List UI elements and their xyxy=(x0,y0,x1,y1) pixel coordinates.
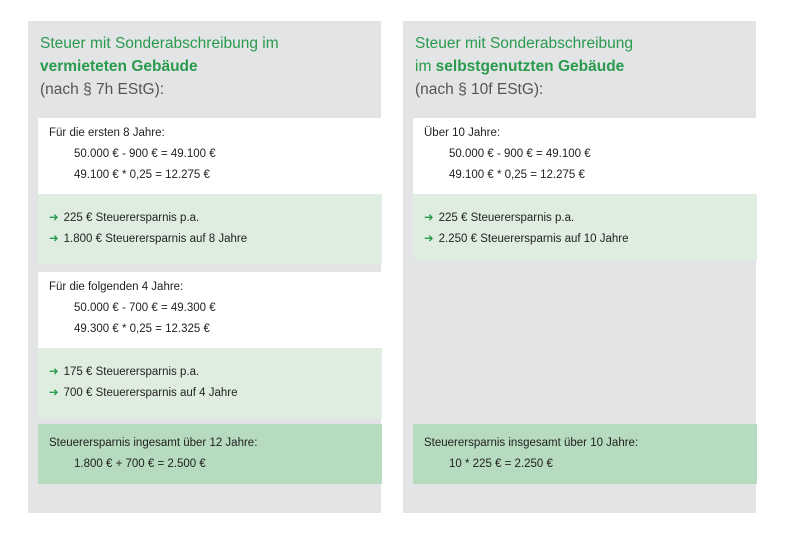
result-block-following-years xyxy=(38,348,382,418)
result-text: 1.800 € Steuerersparnis auf 8 Jahre xyxy=(63,233,248,245)
result-block-first-years xyxy=(38,194,382,264)
heading-line-1: Steuer mit Sonderabschreibung xyxy=(415,35,633,52)
calc-block-first-years xyxy=(38,118,382,194)
arrow-right-icon: ➜ xyxy=(49,233,59,245)
result-line xyxy=(424,208,757,229)
panel-heading xyxy=(415,32,745,101)
result-text: 225 € Steuerersparnis p.a. xyxy=(63,212,200,224)
block-title: Über 10 Jahre: xyxy=(424,127,501,139)
result-line xyxy=(49,208,382,229)
total-block xyxy=(38,424,382,484)
heading-line-2: vermieteten Gebäude xyxy=(40,58,198,75)
heading-line-3: (nach § 10f EStG): xyxy=(415,81,544,98)
total-calc: 1.800 € + 700 € = 2.500 € xyxy=(74,458,206,470)
result-line xyxy=(49,383,382,404)
arrow-right-icon: ➜ xyxy=(424,212,434,224)
result-line xyxy=(49,229,382,250)
total-title: Steuerersparnis insgesamt über 10 Jahre: xyxy=(424,437,639,449)
heading-line-1: Steuer mit Sonderabschreibung im xyxy=(40,35,279,52)
block-title: Für die ersten 8 Jahre: xyxy=(49,127,165,139)
heading-line-3: (nach § 7h EStG): xyxy=(40,81,165,98)
panel-heading xyxy=(40,32,370,101)
heading-line-2 xyxy=(415,55,745,78)
heading-line-2-bold: selbstgenutzten Gebäude xyxy=(435,58,625,75)
result-block-ten-years xyxy=(413,194,757,260)
panel-owner-occupied-building xyxy=(403,21,756,513)
result-text: 700 € Steuerersparnis auf 4 Jahre xyxy=(63,387,238,399)
panel-rented-building xyxy=(28,21,381,513)
result-line xyxy=(424,229,757,250)
arrow-right-icon: ➜ xyxy=(424,233,434,245)
arrow-right-icon: ➜ xyxy=(49,366,59,378)
result-text: 2.250 € Steuerersparnis auf 10 Jahre xyxy=(438,233,629,245)
heading-line-2-prefix: im xyxy=(415,58,436,75)
total-calc: 10 * 225 € = 2.250 € xyxy=(449,458,553,470)
calc-line: 49.100 € * 0,25 = 12.275 € xyxy=(449,169,585,181)
arrow-right-icon: ➜ xyxy=(49,387,59,399)
arrow-right-icon: ➜ xyxy=(49,212,59,224)
calc-block-following-years xyxy=(38,272,382,348)
calc-line: 49.300 € * 0,25 = 12.325 € xyxy=(74,323,210,335)
block-title: Für die folgenden 4 Jahre: xyxy=(49,281,184,293)
total-title: Steuerersparnis ingesamt über 12 Jahre: xyxy=(49,437,258,449)
calc-line: 50.000 € - 900 € = 49.100 € xyxy=(449,148,591,160)
result-line xyxy=(49,362,382,383)
calc-line: 49.100 € * 0,25 = 12.275 € xyxy=(74,169,210,181)
result-text: 175 € Steuerersparnis p.a. xyxy=(63,366,200,378)
calc-line: 50.000 € - 900 € = 49.100 € xyxy=(74,148,216,160)
result-text: 225 € Steuerersparnis p.a. xyxy=(438,212,575,224)
calc-line: 50.000 € - 700 € = 49.300 € xyxy=(74,302,216,314)
total-block xyxy=(413,424,757,484)
calc-block-ten-years xyxy=(413,118,757,194)
